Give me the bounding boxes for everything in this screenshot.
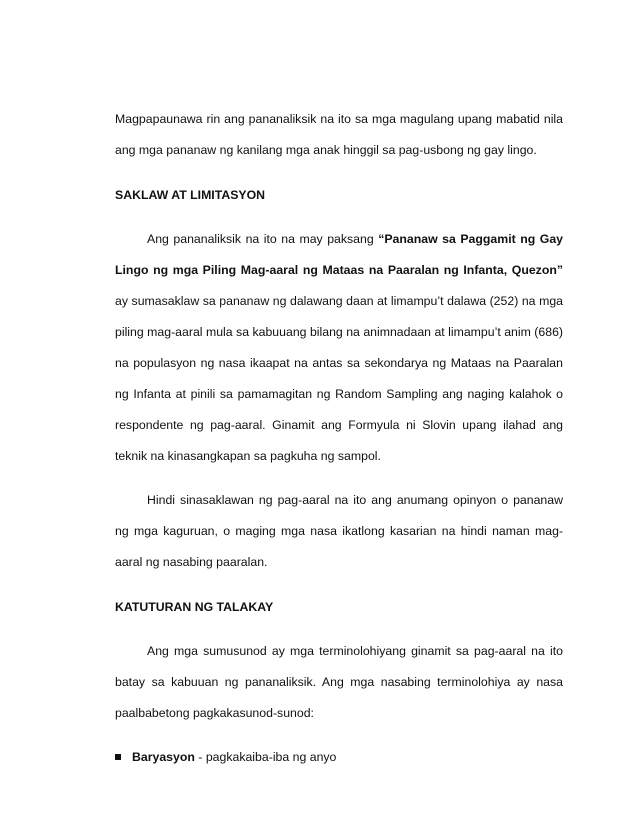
section-heading-saklaw: SAKLAW AT LIMITASYON — [115, 188, 266, 202]
square-bullet-icon — [115, 754, 121, 760]
list-item — [115, 742, 563, 773]
definitions-list — [115, 742, 563, 773]
definition-text: - pagkakaiba-iba ng anyo — [194, 750, 337, 764]
definition-term: Baryasyon — [132, 750, 195, 764]
intro-paragraph: Magpapaunawa rin ang pananaliksik na ito sa mga magulang upang mabatid nila ang mga pananaw ng kanilang mga anak hinggil sa pag-usbong ng gay lingo. — [115, 112, 563, 157]
study-title: “Pananaw sa Paggamit ng Gay Lingo ng mga Piling Mag-aaral ng Mataas na Paaralan ng Infanta, Quezon” — [115, 232, 563, 277]
scope-paragraph-2: Hindi sinasaklawan ng pag-aaral na ito ang anumang opinyon o pananaw ng mga kaguruan, o maging mga nasa ikatlong kasarian na hindi naman mag-aaral ng nasabing paaralan. — [115, 493, 563, 569]
scope-paragraph-1 — [115, 224, 563, 472]
section-heading-katuturan: KATUTURAN NG TALAKAY — [115, 600, 274, 614]
scope-paragraph-1-rest: ay sumasaklaw sa pananaw ng dalawang daan at limampu’t dalawa (252) na mga piling mag-aaral mula sa kabuuang bilang na animnadaan at limampu’t anim (686) na populasyon ng nasa ikaapat na antas sa sekondarya ng Mataas na Paaralan ng Infanta at pinili sa pamamagitan ng Random Sampling ang naging kalahok o respondente ng pag-aaral. Ginamit ang Formyula ni Slovin upang ilahad ang teknik na kinasangkapan sa pagkuha ng sampol. — [115, 294, 563, 463]
document-page — [115, 104, 563, 773]
definitions-intro-paragraph: Ang mga sumusunod ay mga terminolohiyang ginamit sa pag-aaral na ito batay sa kabuuan ng pananaliksik. Ang mga nasabing terminolohiya ay nasa paalbabetong pagkakasunod-sunod: — [115, 644, 563, 720]
scope-paragraph-1-lead: Ang pananaliksik na ito na may paksang — [147, 232, 379, 246]
